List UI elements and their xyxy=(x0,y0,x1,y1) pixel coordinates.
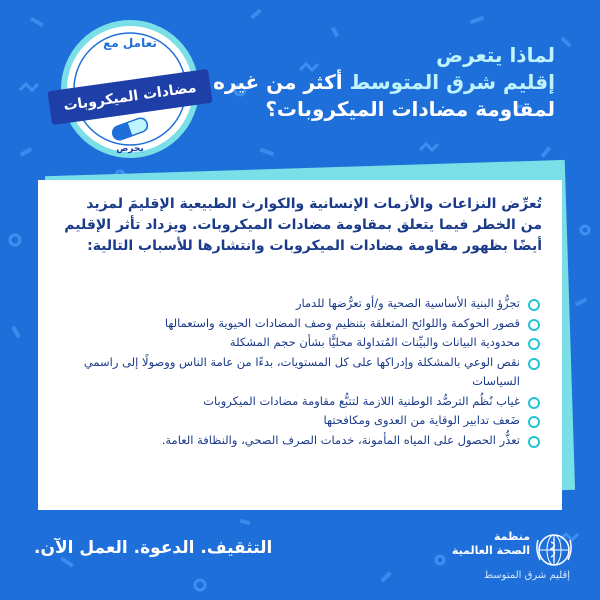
list-item: تعذُّر الحصول على المياه المأمونة، خدمات الصرف الصحي، والنظافة العامة. xyxy=(62,431,542,451)
headline-line-2-rest: أكثر من غيره xyxy=(213,70,350,94)
bullet-circle-icon xyxy=(528,416,540,428)
info-card xyxy=(38,180,562,510)
headline-line-1: لماذا يتعرض xyxy=(436,43,555,67)
headline-line-3: لمقاومة مضادات الميكروبات؟ xyxy=(265,97,555,121)
list-item: محدودية البيانات والبيِّنات المُتداولة محليًّا بشأن حجم المشكلة xyxy=(62,333,542,353)
bullet-circle-icon xyxy=(528,319,540,331)
campaign-slogan: التثقيف. الدعوة. العمل الآن. xyxy=(34,538,273,558)
list-item: نقص الوعي بالمشكلة وإدراكها على كل المستويات، بدءًا من عامة الناس ووصولًا إلى راسمي السياسات xyxy=(62,353,542,392)
headline-region-highlight: إقليم شرق المتوسط xyxy=(349,70,555,94)
card-intro: تُعرِّض النزاعات والأزمات الإنسانية والكوارث الطبيعية الإقليمَ لمزيد من الخطر فيما يتعلق بمقاومة مضادات الميكروبات. ويزداد تأثر الإقليم أيضًا بظهور مقاومة مضادات الميكروبات وانتشارها للأسباب التالية: xyxy=(64,196,542,254)
who-region-name: إقليم شرق المتوسط xyxy=(483,570,570,581)
who-emblem-icon xyxy=(534,530,574,570)
bullet-circle-icon xyxy=(528,299,540,311)
bullet-circle-icon xyxy=(528,338,540,350)
who-logo xyxy=(414,528,574,584)
bullet-circle-icon xyxy=(528,358,540,370)
headline xyxy=(155,42,555,123)
headline-line-2 xyxy=(155,69,555,96)
bullet-circle-icon xyxy=(528,436,540,448)
badge-top-text: تعامل مع xyxy=(103,36,157,50)
list-item: ضَعف تدابير الوقاية من العدوى ومكافحتها xyxy=(62,411,542,431)
bullet-circle-icon xyxy=(528,397,540,409)
badge-bottom-text: بحرص xyxy=(116,144,144,154)
list-item: غياب نُظُم الترصُّد الوطنية اللازمة لتتبُّع مقاومة مضادات الميكروبات xyxy=(62,392,542,412)
badge-band-text: مضادات الميكروبات xyxy=(47,69,212,125)
list-item: قصور الحوكمة واللوائح المتعلقة بتنظيم وصف المضادات الحيوية واستعمالها xyxy=(62,314,542,334)
list-item: تجزُّؤ البنية الأساسية الصحية و/أو تعرُّضها للدمار xyxy=(62,294,542,314)
who-org-name: منظمة الصحة العالمية xyxy=(451,530,530,557)
reasons-list xyxy=(62,294,542,450)
campaign-badge xyxy=(45,14,215,164)
